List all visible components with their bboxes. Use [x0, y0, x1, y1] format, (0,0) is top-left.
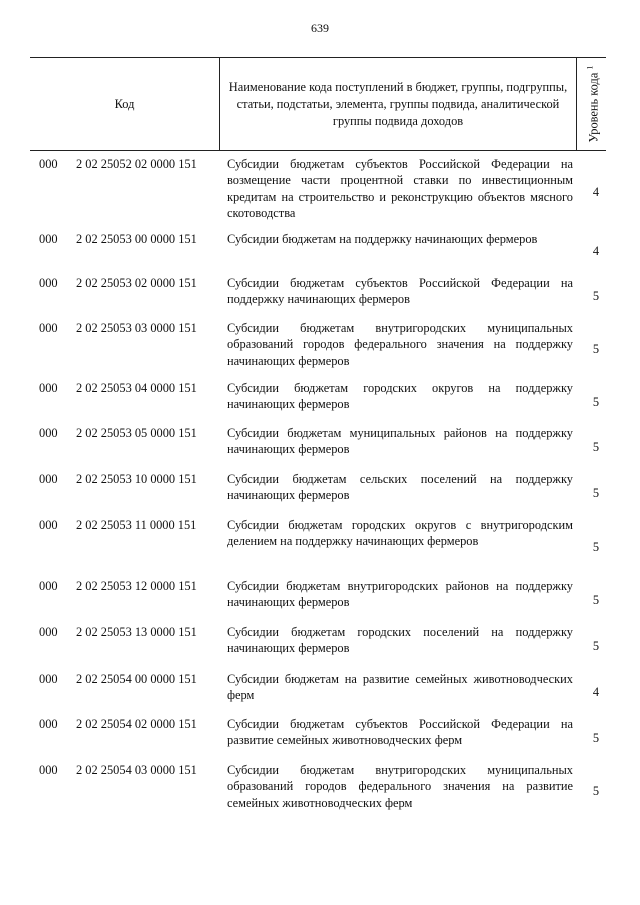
revenue-name: Субсидии бюджетам сельских поселений на поддержку начинающих фермеров — [227, 472, 573, 503]
code-level: 4 — [592, 244, 600, 258]
header-level-text: Уровень кода — [586, 72, 601, 143]
revenue-name: Субсидии бюджетам субъектов Российской Федерации на развитие семейных животноводческих ферм — [227, 717, 573, 748]
code-level: 5 — [592, 593, 600, 607]
code-level: 5 — [592, 440, 600, 454]
code-level: 5 — [592, 289, 600, 303]
table-header — [30, 57, 606, 151]
revenue-code: 2 02 25053 13 0000 151 — [76, 625, 197, 639]
revenue-code: 2 02 25053 00 0000 151 — [76, 232, 197, 246]
code-level: 5 — [592, 540, 600, 554]
admin-code: 000 — [39, 426, 58, 440]
revenue-code: 2 02 25053 12 0000 151 — [76, 579, 197, 593]
revenue-code: 2 02 25053 02 0000 151 — [76, 276, 197, 290]
revenue-code: 2 02 25052 02 0000 151 — [76, 157, 197, 171]
revenue-name: Субсидии бюджетам субъектов Российской Федерации на возмещение части процентной ставки по инвестиционным кредитам на строительство и реконструкцию объектов мясного скотоводства — [227, 157, 573, 221]
code-level: 5 — [592, 784, 600, 798]
revenue-code: 2 02 25053 11 0000 151 — [76, 518, 197, 532]
revenue-name: Субсидии бюджетам субъектов Российской Федерации на поддержку начинающих фермеров — [227, 276, 573, 307]
revenue-name: Субсидии бюджетам на развитие семейных животноводческих ферм — [227, 672, 573, 703]
code-level: 5 — [592, 731, 600, 745]
admin-code: 000 — [39, 518, 58, 532]
admin-code: 000 — [39, 276, 58, 290]
admin-code: 000 — [39, 472, 58, 486]
code-level: 5 — [592, 342, 600, 356]
revenue-name: Субсидии бюджетам городских округов на поддержку начинающих фермеров — [227, 381, 573, 412]
header-code: Код — [30, 58, 220, 150]
header-level-label — [581, 66, 602, 143]
code-level: 5 — [592, 395, 600, 409]
revenue-name: Субсидии бюджетам внутригородских районов на поддержку начинающих фермеров — [227, 579, 573, 610]
code-level: 5 — [592, 486, 600, 500]
admin-code: 000 — [39, 717, 58, 731]
code-level: 4 — [592, 185, 600, 199]
revenue-name: Субсидии бюджетам внутригородских муниципальных образований городов федерального значения на развитие семейных животноводческих ферм — [227, 763, 573, 810]
revenue-code: 2 02 25053 10 0000 151 — [76, 472, 197, 486]
header-level-footnote: 1 — [585, 65, 595, 70]
admin-code: 000 — [39, 157, 58, 171]
revenue-name: Субсидии бюджетам городских поселений на поддержку начинающих фермеров — [227, 625, 573, 656]
code-level: 4 — [592, 685, 600, 699]
admin-code: 000 — [39, 625, 58, 639]
revenue-code: 2 02 25053 05 0000 151 — [76, 426, 197, 440]
admin-code: 000 — [39, 232, 58, 246]
revenue-code: 2 02 25053 03 0000 151 — [76, 321, 197, 335]
revenue-code: 2 02 25054 00 0000 151 — [76, 672, 197, 686]
admin-code: 000 — [39, 381, 58, 395]
revenue-code: 2 02 25054 02 0000 151 — [76, 717, 197, 731]
admin-code: 000 — [39, 321, 58, 335]
revenue-name: Субсидии бюджетам внутригородских муниципальных образований городов федерального значения на поддержку начинающих фермеров — [227, 321, 573, 368]
code-level: 5 — [592, 639, 600, 653]
revenue-name: Субсидии бюджетам муниципальных районов на поддержку начинающих фермеров — [227, 426, 573, 457]
revenue-code: 2 02 25053 04 0000 151 — [76, 381, 197, 395]
admin-code: 000 — [39, 579, 58, 593]
revenue-code: 2 02 25054 03 0000 151 — [76, 763, 197, 777]
admin-code: 000 — [39, 672, 58, 686]
revenue-name: Субсидии бюджетам на поддержку начинающих фермеров — [227, 232, 538, 246]
header-level — [578, 58, 606, 150]
header-name: Наименование кода поступлений в бюджет, группы, подгруппы, статьи, подстатьи, элемента, группы подвида, аналитической группы подвида доходов — [220, 58, 577, 150]
admin-code: 000 — [39, 763, 58, 777]
page-number: 639 — [311, 21, 329, 35]
revenue-name: Субсидии бюджетам городских округов с внутригородским делением на поддержку начинающих фермеров — [227, 518, 573, 549]
